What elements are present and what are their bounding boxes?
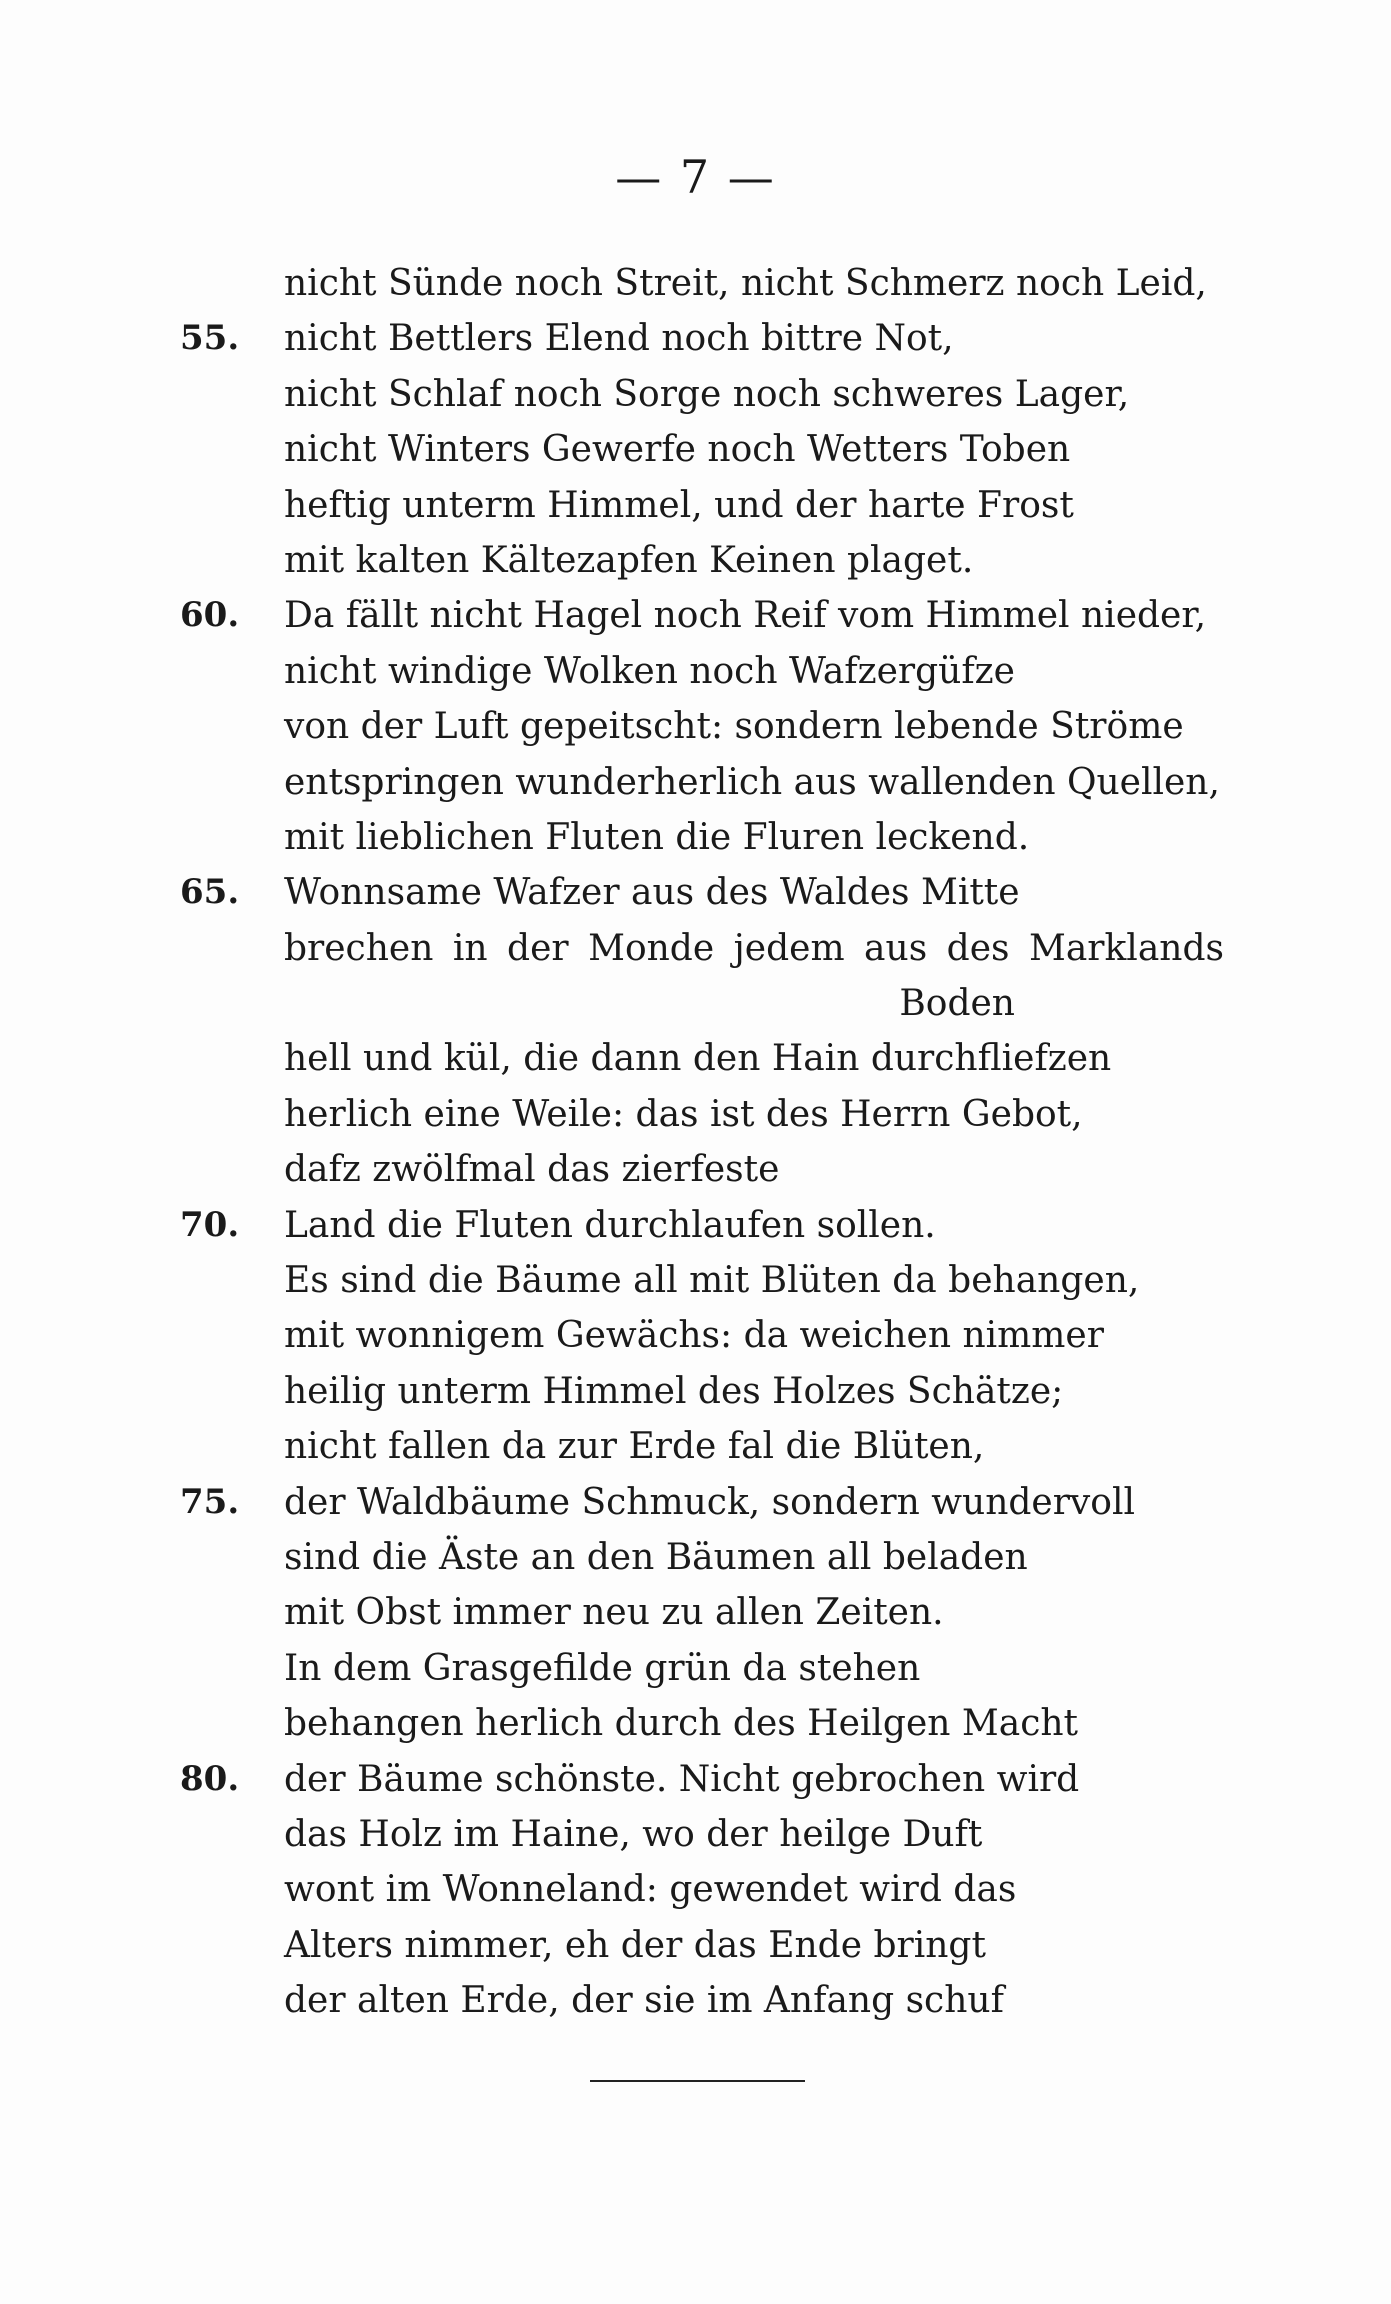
line-text: Wonnsame Wafzer aus des Waldes Mitte (284, 872, 1020, 914)
line-text: heilig unterm Himmel des Holzes Schätze; (284, 1370, 1064, 1412)
line-text: nicht Schlaf noch Sorge noch schweres Lager, (284, 373, 1130, 415)
poem-line (180, 644, 1260, 699)
line-text: der alten Erde, der sie im Anfang schuf (284, 1980, 1004, 2022)
poem-line (180, 1973, 1260, 2028)
line-text: dafz zwölfmal das zierfeste (284, 1149, 780, 1191)
line-text: hell und kül, die dann den Hain durchfliefzen (284, 1038, 1112, 1080)
line-text: der Waldbäume Schmuck, sondern wundervoll (284, 1481, 1135, 1523)
poem-line (180, 367, 1260, 422)
page-number: — 7 — (615, 150, 776, 204)
line-number: 80. (180, 1758, 240, 1799)
poem-line (180, 533, 1260, 588)
poem-line (180, 1364, 1260, 1419)
line-text: mit lieblichen Fluten die Fluren leckend. (284, 816, 1030, 858)
poem-line (180, 755, 1260, 810)
poem-line (180, 921, 1260, 1032)
line-text: Alters nimmer, eh der das Ende bringt (284, 1924, 986, 1966)
poem-line (180, 1530, 1260, 1585)
line-text: nicht Bettlers Elend noch bittre Not, (284, 318, 954, 360)
poem-line (180, 1862, 1260, 1917)
line-text: sind die Äste an den Bäumen all beladen (284, 1537, 1028, 1578)
line-text: behangen herlich durch des Heilgen Macht (284, 1703, 1079, 1745)
line-text: heftig unterm Himmel, und der harte Frost (284, 484, 1074, 526)
line-text: wont im Wonneland: gewendet wird das (284, 1869, 1017, 1911)
line-text: In dem Grasgefilde grün da stehen (284, 1647, 921, 1689)
line-text: von der Luft gepeitscht: sondern lebende Ströme (284, 706, 1184, 748)
line-text: Da fällt nicht Hagel noch Reif vom Himmel nieder, (284, 595, 1207, 637)
poem-line (180, 1308, 1260, 1363)
poem-line (180, 1918, 1260, 1973)
line-number: 55. (180, 318, 240, 359)
poem-line (180, 1253, 1260, 1308)
line-text: mit wonnigem Gewächs: da weichen nimmer (284, 1315, 1104, 1357)
poem-line (180, 1475, 1260, 1530)
poem-line (180, 1585, 1260, 1640)
line-text: brechen in der Monde jedem aus des Marklands (284, 927, 1224, 969)
poem-line (180, 311, 1260, 366)
poem-line (180, 1031, 1260, 1086)
line-number: 65. (180, 872, 240, 913)
line-text: mit Obst immer neu zu allen Zeiten. (284, 1592, 944, 1634)
line-continuation: Boden (899, 983, 1015, 1025)
poem-line (180, 865, 1260, 920)
poem-line (180, 256, 1260, 311)
line-text: mit kalten Kältezapfen Keinen plaget. (284, 539, 974, 581)
poem-line (180, 1198, 1260, 1253)
line-text: Land die Fluten durchlaufen sollen. (284, 1204, 936, 1246)
poem-line (180, 588, 1260, 643)
footer-rule (590, 2080, 805, 2082)
poem-text (180, 256, 1260, 2029)
poem-line (180, 699, 1260, 754)
line-text: das Holz im Haine, wo der heilge Duft (284, 1813, 983, 1855)
poem-line (180, 1087, 1260, 1142)
poem-line (180, 1641, 1260, 1696)
poem-line (180, 1807, 1260, 1862)
line-text: entspringen wunderherlich aus wallenden Quellen, (284, 761, 1220, 803)
line-text: herlich eine Weile: das ist des Herrn Gebot, (284, 1093, 1083, 1135)
line-number: 70. (180, 1204, 240, 1245)
line-text: nicht fallen da zur Erde fal die Blüten, (284, 1426, 985, 1468)
poem-line (180, 478, 1260, 533)
line-text: nicht Winters Gewerfe noch Wetters Toben (284, 429, 1071, 471)
poem-line (180, 810, 1260, 865)
line-text: der Bäume schönste. Nicht gebrochen wird (284, 1758, 1080, 1800)
line-number: 75. (180, 1481, 240, 1522)
poem-line (180, 1419, 1260, 1474)
poem-line (180, 1696, 1260, 1751)
line-text: nicht windige Wolken noch Wafzergüfze (284, 650, 1015, 692)
poem-line (180, 422, 1260, 477)
line-number: 60. (180, 595, 240, 636)
line-text: nicht Sünde noch Streit, nicht Schmerz noch Leid, (284, 263, 1207, 304)
line-text: Es sind die Bäume all mit Blüten da behangen, (284, 1260, 1140, 1302)
poem-line (180, 1142, 1260, 1197)
poem-line (180, 1752, 1260, 1807)
